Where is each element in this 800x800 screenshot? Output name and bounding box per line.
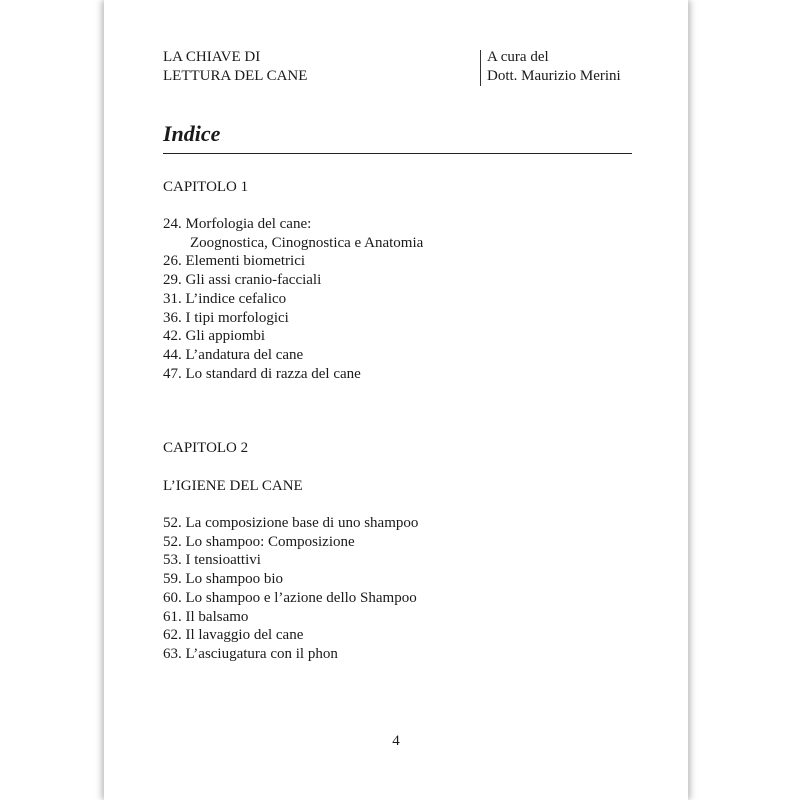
index-title: Indice <box>163 121 221 146</box>
toc-item: 36. I tipi morfologici <box>163 309 289 326</box>
book-title-header <box>163 48 307 86</box>
author-header <box>487 48 621 86</box>
toc-item: 52. La composizione base di uno shampoo <box>163 515 419 531</box>
toc-item: 53. I tensioattivi <box>163 552 261 569</box>
toc-item: 29. Gli assi cranio-facciali <box>163 272 322 289</box>
toc-item: 60. Lo shampoo e l’azione dello Shampoo <box>163 589 417 606</box>
book-title-line-2: LETTURA DEL CANE <box>163 68 308 84</box>
toc-item: 61. Il balsamo <box>163 608 249 625</box>
toc-item: 42. Gli appiombi <box>163 328 266 345</box>
chapter-2-subtitle: L’IGIENE DEL CANE <box>163 478 303 494</box>
toc-item: 52. Lo shampoo: Composizione <box>163 533 355 550</box>
toc-item: 47. Lo standard di razza del cane <box>163 365 361 382</box>
chapter-1-label: CAPITOLO 1 <box>163 179 249 195</box>
author-line-1: A cura del <box>487 49 549 65</box>
header-divider <box>480 50 481 86</box>
toc-item: 31. L’indice cefalico <box>163 290 287 307</box>
document-page <box>104 0 688 800</box>
author-line-2: Dott. Maurizio Merini <box>487 68 621 84</box>
chapter-1-toc <box>163 215 423 383</box>
toc-item: 26. Elementi biometrici <box>163 253 306 270</box>
chapter-2-toc <box>163 514 418 664</box>
toc-item: 44. L’andatura del cane <box>163 346 304 363</box>
toc-item: 24. Morfologia del cane: <box>163 216 312 232</box>
toc-item: 63. L’asciugatura con il phon <box>163 645 338 662</box>
title-underline <box>163 153 632 154</box>
chapter-2-label: CAPITOLO 2 <box>163 440 249 456</box>
toc-item: 62. Il lavaggio del cane <box>163 627 304 644</box>
page-number: 4 <box>392 733 400 749</box>
toc-item-continuation: Zoognostica, Cinognostica e Anatomia <box>190 234 424 251</box>
book-title-line-1: LA CHIAVE DI <box>163 49 261 65</box>
toc-item: 59. Lo shampoo bio <box>163 571 283 588</box>
